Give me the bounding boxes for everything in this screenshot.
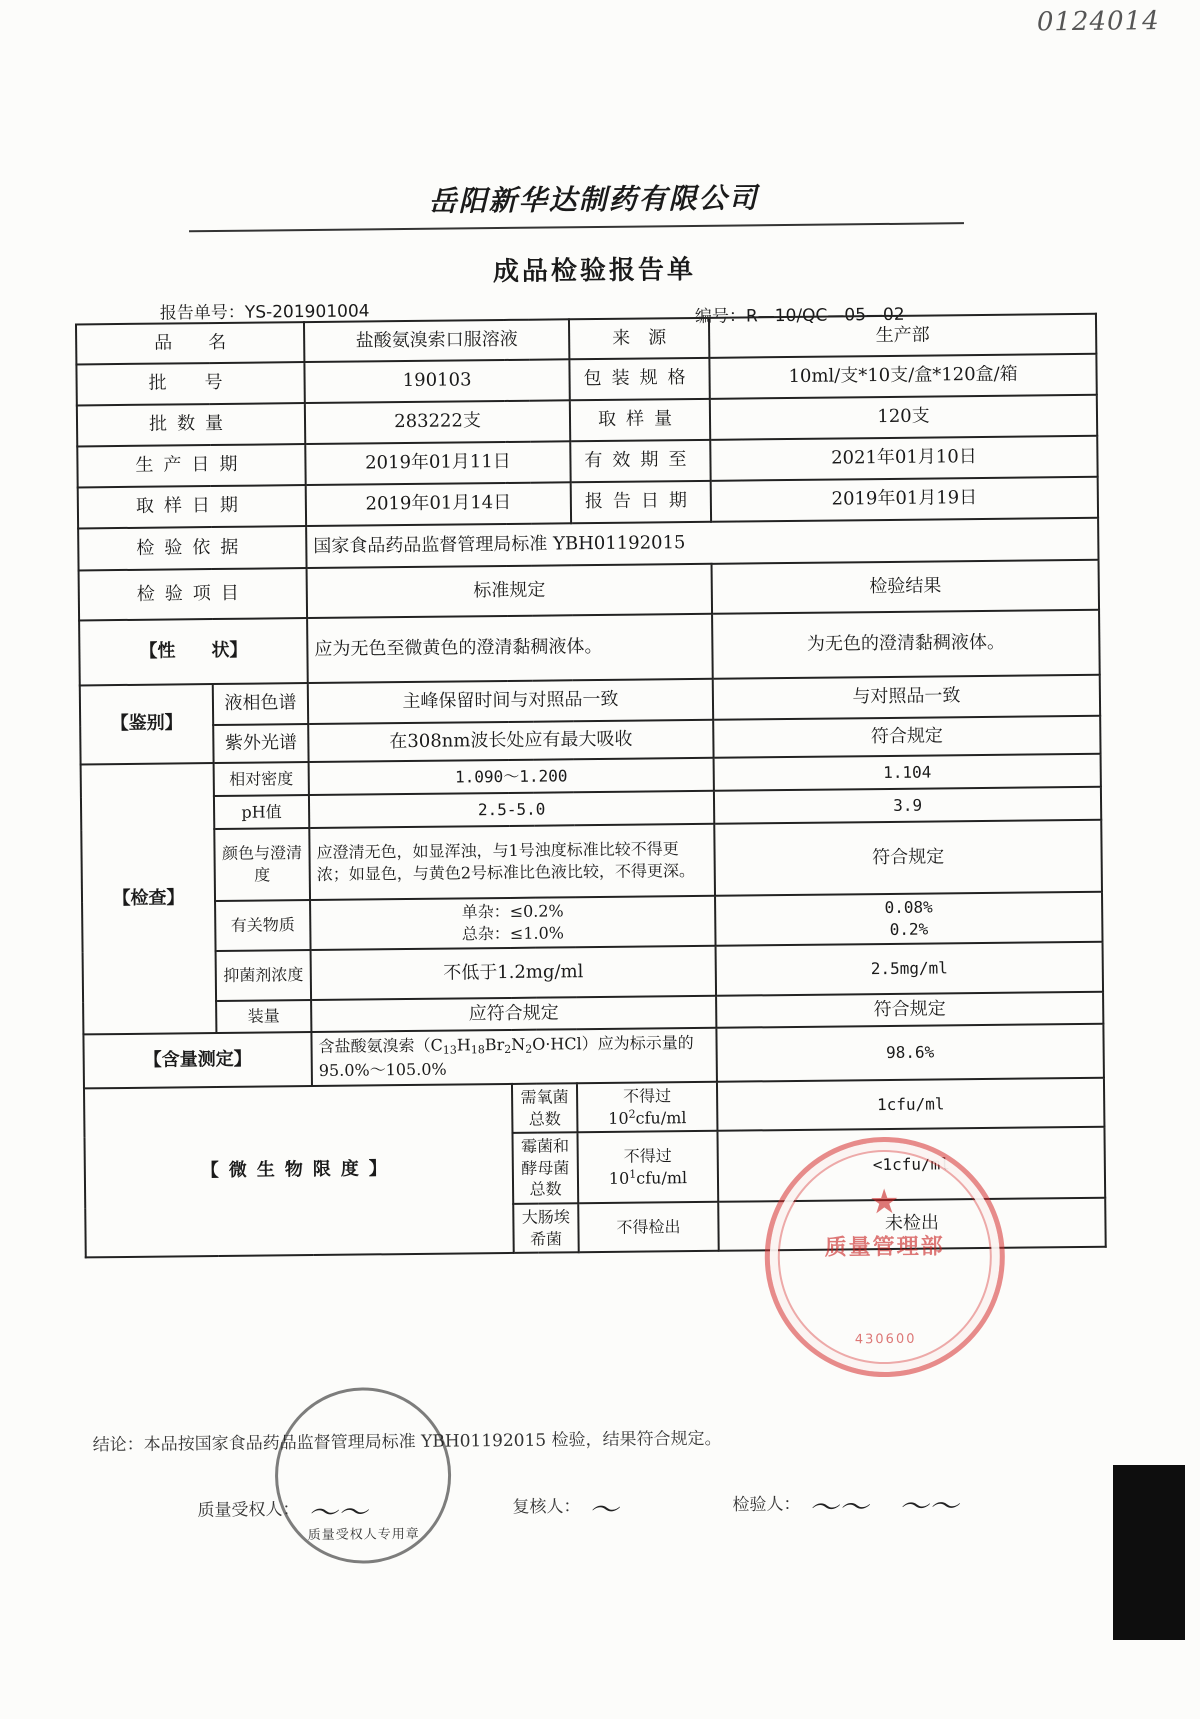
microbial-label: 【微生物限度】 — [84, 1084, 514, 1258]
expiry-date-value: 2021年01月10日 — [710, 436, 1097, 481]
fill-result: 符合规定 — [716, 992, 1103, 1028]
related-total-result: 0.2% — [889, 919, 929, 939]
appearance-standard: 应为无色至微黄色的澄清黏稠液体。 — [307, 614, 713, 683]
microbial-standard-text: 不得过10 — [608, 1086, 672, 1128]
assay-text: 含盐酸氨溴索（C — [318, 1035, 443, 1057]
scan-edge-artifact — [1113, 1465, 1185, 1640]
qa-authorized-stamp — [274, 1387, 452, 1565]
inspector-label: 检验人： — [732, 1494, 801, 1516]
batch-quantity-label: 批数量 — [77, 403, 305, 446]
identification-result: 与对照品一致 — [713, 675, 1100, 720]
microbial-standard-text: 不得过10 — [608, 1146, 672, 1188]
density-standard: 1.090～1.200 — [309, 758, 714, 795]
report-date-label: 报告日期 — [571, 481, 711, 523]
assay-text: H — [456, 1035, 471, 1055]
fill-name: 装量 — [216, 1000, 311, 1033]
assay-subscript: 2 — [504, 1043, 512, 1057]
row-color-clarity — [81, 820, 1102, 903]
related-total-standard: 总杂：≤1.0% — [461, 923, 565, 944]
assay-subscript: 18 — [470, 1043, 485, 1057]
microbial-exponent: 2 — [628, 1107, 636, 1121]
inspector-signature-block — [732, 1481, 958, 1527]
form-number: 编号：R—10/QC—05—02 — [694, 304, 905, 327]
microbial-standard — [577, 1082, 718, 1133]
report-date-value: 2019年01月19日 — [711, 477, 1098, 522]
related-single-standard: 单杂：≤0.2% — [461, 901, 564, 922]
identification-item-name: 液相色谱 — [213, 683, 308, 725]
row-appearance — [79, 610, 1100, 686]
related-substances-name: 有关物质 — [215, 900, 311, 951]
inspection-report-table — [75, 313, 1107, 1259]
source-label: 来 源 — [569, 318, 709, 359]
sampling-date-label: 取样日期 — [78, 485, 306, 528]
preservative-result: 2.5mg/ml — [716, 942, 1104, 996]
color-clarity-standard: 应澄清无色，如显浑浊，与1号浊度标准比较不得更浓；如显色，与黄色2号标准比色液比较，不得更深。 — [309, 824, 715, 900]
inspector-signature: 〜〜 〜〜 — [808, 1489, 959, 1526]
sample-quantity-label: 取样量 — [570, 399, 710, 441]
production-date-value: 2019年01月11日 — [305, 441, 570, 485]
microbial-result: 未检出 — [718, 1198, 1105, 1251]
items-header-standard: 标准规定 — [307, 564, 713, 618]
related-substances-standard — [310, 896, 716, 950]
seal-code: 430600 — [854, 1331, 917, 1348]
assay-text: Br — [484, 1035, 505, 1055]
conclusion-text: 结论：本品按国家食品药品监督管理局标准 YBH01192015 检验，结果符合规定。 — [92, 1428, 722, 1456]
identification-item-name: 紫外光谱 — [213, 724, 308, 763]
production-date-label: 生产日期 — [77, 444, 305, 487]
related-single-result: 0.08% — [884, 897, 933, 918]
items-header-item: 检验项目 — [79, 568, 308, 620]
microbial-result: <1cfu/ml — [718, 1127, 1106, 1202]
title-divider — [189, 222, 964, 232]
company-name: 岳阳新华达制药有限公司 — [428, 181, 759, 218]
product-name-label: 品 名 — [76, 322, 304, 364]
batch-quantity-value: 283222支 — [305, 400, 570, 444]
qa-label: 质量受权人： — [197, 1499, 300, 1521]
microbial-standard-unit: cfu/ml — [635, 1107, 687, 1128]
preservative-name: 抑菌剂浓度 — [216, 950, 312, 1001]
reviewer-label: 复核人： — [512, 1496, 581, 1518]
items-header-result: 检验结果 — [712, 560, 1100, 614]
assay-label: 【含量测定】 — [83, 1032, 312, 1088]
product-name-value: 盐酸氨溴索口服溶液 — [304, 319, 569, 362]
microbial-standard — [578, 1131, 719, 1203]
identification-standard: 主峰保留时间与对照品一致 — [308, 679, 713, 724]
inspection-label: 【检查】 — [81, 763, 217, 1034]
microbial-standard: 不得检出 — [578, 1202, 719, 1253]
color-clarity-result: 符合规定 — [714, 820, 1102, 896]
microbial-item-name: 大肠埃希菌 — [513, 1203, 579, 1253]
color-clarity-name: 颜色与澄清度 — [214, 828, 310, 901]
sample-quantity-value: 120支 — [710, 395, 1097, 440]
identification-standard: 在308nm波长处应有最大吸收 — [308, 720, 713, 762]
related-substances-result — [715, 892, 1103, 946]
seal-star-icon: ★ — [868, 1181, 900, 1223]
package-spec-label: 包装规格 — [569, 358, 709, 400]
package-spec-value: 10ml/支*10支/盒*120盒/箱 — [709, 354, 1096, 399]
fill-standard: 应符合规定 — [311, 996, 716, 1032]
density-result: 1.104 — [714, 754, 1101, 791]
seal-text: 质量管理部 — [824, 1233, 945, 1261]
qa-signature: 〜〜 — [307, 1495, 368, 1532]
ph-result: 3.9 — [714, 787, 1101, 824]
assay-text: O·HCl）应为标示量的95.0%～105.0% — [318, 1033, 694, 1081]
identification-result: 符合规定 — [713, 716, 1100, 758]
microbial-item-name: 需氧菌总数 — [512, 1083, 578, 1133]
assay-subscript: 13 — [442, 1043, 457, 1057]
qa-stamp-text: 质量受权人专用章 — [307, 1526, 420, 1544]
microbial-standard-unit: cfu/ml — [636, 1167, 688, 1188]
basis-label: 检验依据 — [78, 526, 306, 570]
ph-name: pH值 — [214, 795, 309, 829]
basis-value: 国家食品药品监督管理局标准 YBH01192015 — [306, 518, 1098, 568]
batch-no-value: 190103 — [304, 359, 569, 403]
reviewer-signature-block — [512, 1485, 618, 1530]
batch-no-label: 批 号 — [76, 362, 304, 405]
sampling-date-value: 2019年01月14日 — [306, 482, 571, 526]
source-value: 生产部 — [709, 314, 1096, 358]
microbial-item-name: 霉菌和酵母菌总数 — [512, 1132, 578, 1203]
microbial-result: 1cfu/ml — [717, 1078, 1104, 1131]
qa-signature-block — [197, 1487, 367, 1533]
appearance-result: 为无色的澄清黏稠液体。 — [712, 610, 1100, 679]
density-name: 相对密度 — [214, 762, 309, 796]
appearance-label: 【性 状】 — [79, 618, 308, 685]
identification-label: 【鉴别】 — [80, 684, 214, 764]
ph-standard: 2.5-5.0 — [309, 791, 714, 828]
handwritten-number: 0124014 — [1036, 6, 1160, 38]
assay-result: 98.6% — [716, 1024, 1104, 1082]
microbial-exponent: 1 — [629, 1167, 637, 1181]
assay-standard — [311, 1028, 717, 1086]
expiry-label: 有效期至 — [570, 440, 710, 482]
assay-text: N — [511, 1035, 526, 1055]
report-number: 报告单号：YS-201901004 — [159, 301, 370, 324]
document-title: 成品检验报告单 — [492, 254, 697, 288]
preservative-standard: 不低于1.2mg/ml — [311, 946, 717, 1000]
assay-subscript: 2 — [525, 1043, 533, 1057]
reviewer-signature: 〜 — [588, 1492, 619, 1529]
